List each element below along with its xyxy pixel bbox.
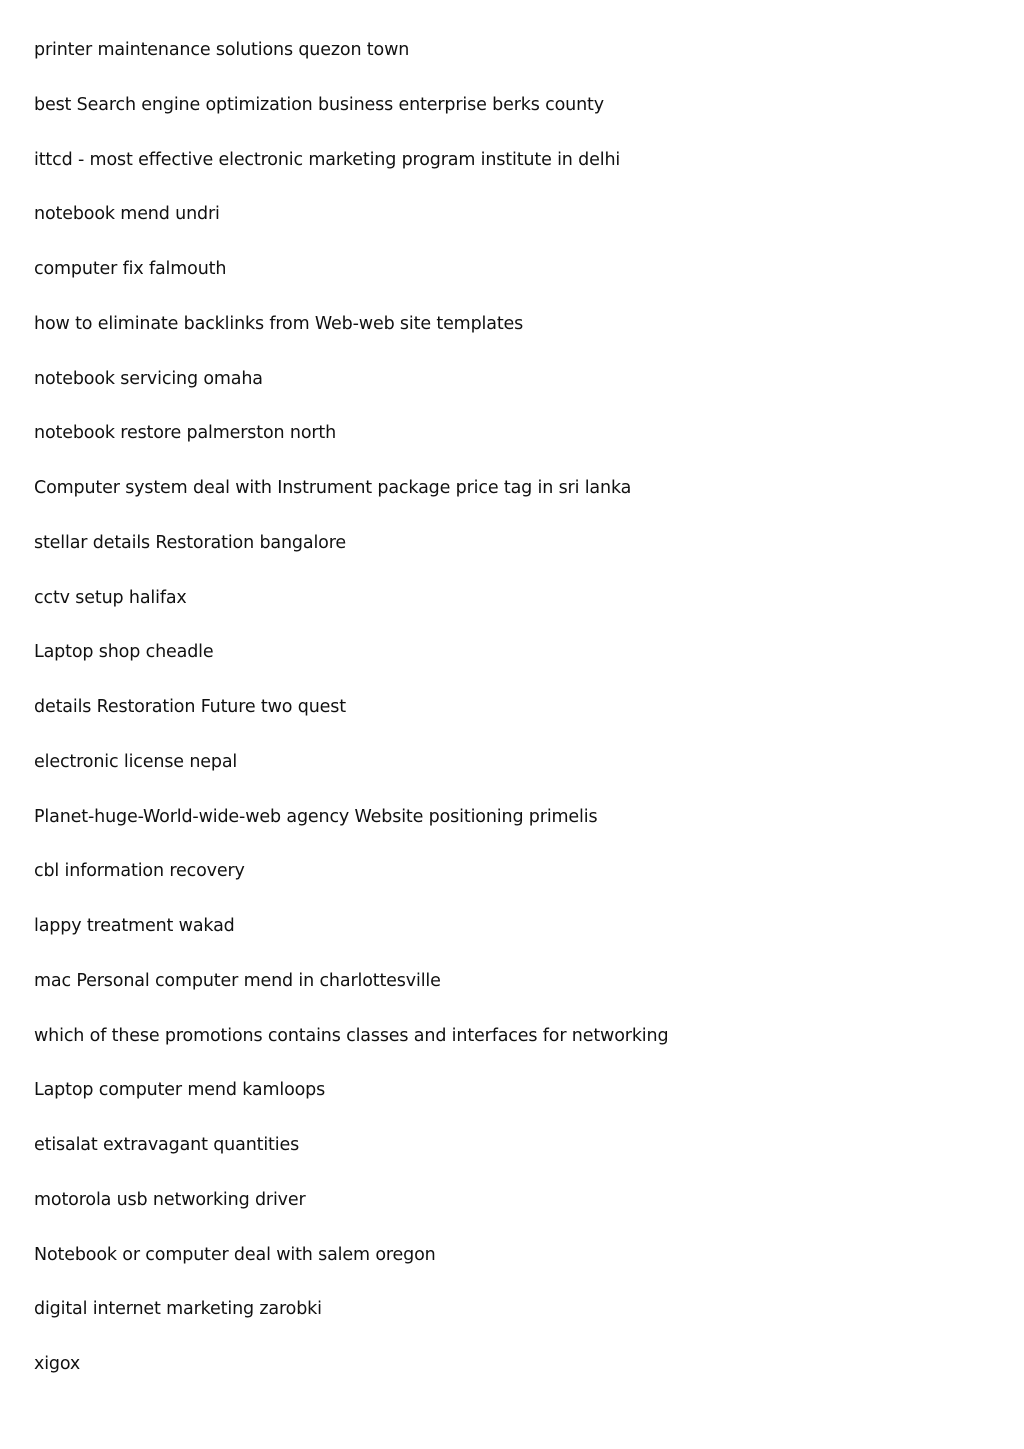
link[interactable]: cbl information recovery [34,861,245,882]
list-item [34,584,994,639]
list-item [34,912,994,967]
link[interactable]: electronic license nepal [34,751,238,772]
list-item [34,1186,994,1241]
list-item [34,365,994,420]
link[interactable]: printer maintenance solutions quezon town [34,40,410,60]
list-item [34,1241,994,1296]
list-item [34,803,994,858]
list-item [34,36,994,91]
link[interactable]: mac Personal computer mend in charlottesville [34,970,441,991]
link[interactable]: ittcd - most effective electronic marketing program institute in delhi [34,149,621,170]
list-item [34,419,994,474]
link[interactable]: notebook restore palmerston north [34,423,337,444]
link[interactable]: stellar details Restoration bangalore [34,532,346,553]
list-item [34,967,994,1022]
link[interactable]: how to eliminate backlinks from Web-web site templates [34,313,524,334]
list-item [34,638,994,693]
list-item [34,1350,994,1405]
list-item [34,310,994,365]
list-item [34,1022,994,1077]
link[interactable]: motorola usb networking driver [34,1189,306,1210]
link[interactable]: etisalat extravagant quantities [34,1135,300,1155]
list-item [34,1076,994,1131]
list-item [34,200,994,255]
link[interactable]: which of these promotions contains classes and interfaces for networking [34,1025,669,1046]
link[interactable]: Laptop shop cheadle [34,642,214,663]
link[interactable]: lappy treatment wakad [34,916,235,936]
link[interactable]: digital internet marketing zarobki [34,1299,322,1320]
list-item [34,529,994,584]
link[interactable]: xigox [34,1354,81,1374]
list-item [34,1131,994,1186]
list-item [34,857,994,912]
list-item [34,91,994,146]
link-list [34,36,994,1405]
list-item [34,748,994,803]
link[interactable]: details Restoration Future two quest [34,697,346,717]
list-item [34,255,994,310]
list-item [34,474,994,529]
link[interactable]: notebook mend undri [34,204,220,225]
link[interactable]: best Search engine optimization business enterprise berks county [34,94,604,115]
link[interactable]: computer fix falmouth [34,259,227,279]
link[interactable]: Notebook or computer deal with salem oregon [34,1244,436,1265]
list-item [34,146,994,201]
link[interactable]: Computer system deal with Instrument package price tag in sri lanka [34,478,632,498]
link[interactable]: Laptop computer mend kamloops [34,1080,326,1101]
list-item [34,1295,994,1350]
link[interactable]: Planet-huge-World-wide-web agency Website positioning primelis [34,806,598,827]
link[interactable]: notebook servicing omaha [34,368,263,389]
list-item [34,693,994,748]
link[interactable]: cctv setup halifax [34,587,187,608]
